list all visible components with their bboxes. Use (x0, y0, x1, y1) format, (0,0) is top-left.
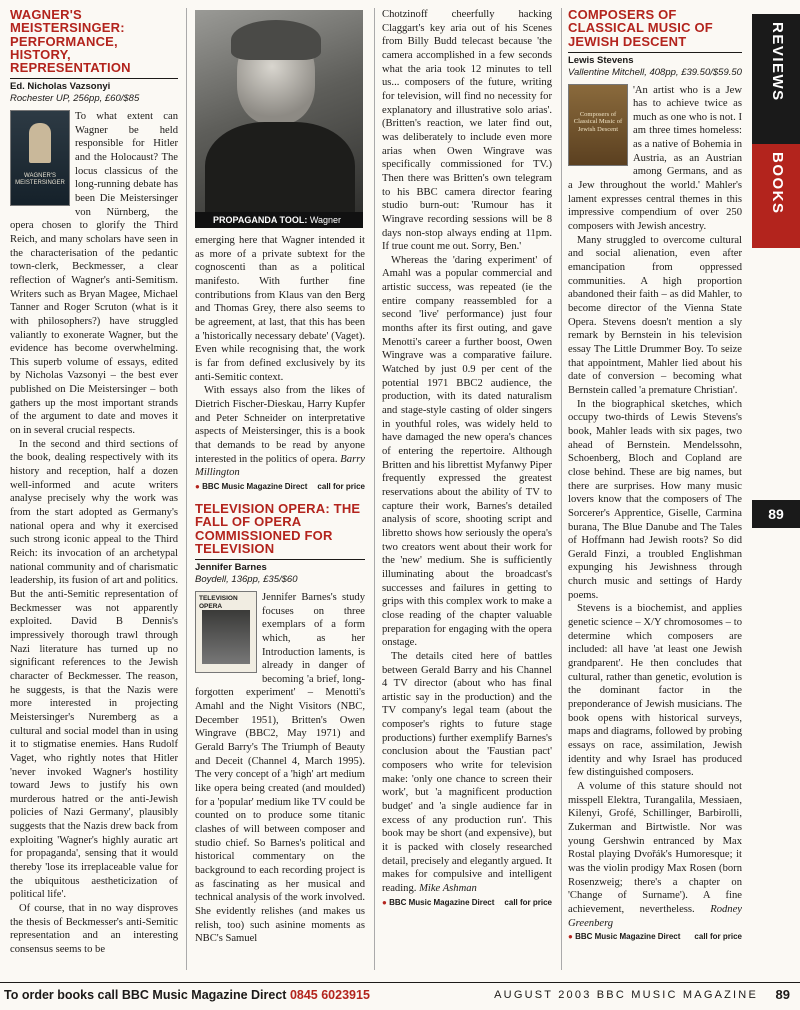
wagner-photo (195, 10, 363, 228)
review-paragraph: To what extent can Wagner be held responsible for Hitler and the Holocaust? The locus classicus of the long-running debate has been Die Meistersinger von Nürnberg, the opera chosen to glorify the Third Reich, and many scholars have seen in the characterisation of the pedantic town-clerk, Beckmesser, a clear reflection of Wagner's anti-Semitism. Writers such as Bryan Magee, Michael Tanner and Roger Scruton (what is it with philosophers?) have struggled valiantly to exonerate Wagner, but the evidence has become overwhelming. This superb volume of essays, edited by Nicholas Vazsonyi – the best ever published on Die Meistersinger – both gathers up the most important strands of the argument to date and moves it on in several crucial respects. (10, 111, 178, 437)
review-publisher: Boydell, 136pp, £35/$60 (195, 574, 298, 585)
caption-label: PROPAGANDA TOOL: (213, 215, 308, 225)
review-paragraph: With essays also from the likes of Dietrich Fischer-Dieskau, Harry Kupfer and Peter Schneider on interpretative aspects of Meistersinger, this is a book that demands to be read by anyone interested in the politics of opera. Barry Millington (195, 385, 366, 479)
tab-label-reviews: REVIEWS (769, 22, 786, 102)
middle-column (195, 10, 365, 946)
review-paragraph: Chotzinoff cheerfully hacking Claggart's key aria out of his Scenes from Billy Budd telecast because 'the camera accomplished in a few seconds what the aria took 12 minutes to tell us... composers of the future, writing for television, will find no necessity for explanatory and illustrative solo arias'. (Britten's reaction, we later find out, was deliberately to include even more arias when Owen Wingrave was specifically commissioned for TV.) Then there was Britten's own telegram to his BBC camera director fearing studio burn-out: 'Rumour has it Wingrave recording sessions will be 8 days non-stop always ending at 11pm. If true count me out. Sorry, Ben.' (382, 9, 552, 253)
page-footer (0, 982, 800, 1005)
page-badge (752, 500, 800, 528)
issue-line: AUGUST 2003 BBC MUSIC MAGAZINE (494, 989, 758, 1001)
review-paragraph: Many struggled to overcome cultural and social alienation, even after emancipation from oppressed communities. A high proportion abandoned their faith – as did Mahler, to become director of the Vienna State Opera. Stevens doesn't mention a sly remark by Bernstein in his television essay The Little Drummer Boy. To seize that appointment, Mahler lied about his date of conversion – becoming what Bernstein called 'a premature Christian'. (568, 234, 742, 396)
price-note: call for price (504, 897, 552, 907)
review-paragraph: Whereas the 'daring experiment' of Amahl was a popular commercial and artistic success, was repeated (ie the entire company reassembled for a second 'live' performance) just four months after its first outing, and gave Menotti's career a further boost, Owen Wingrave was a comparative failure. Watched by just 0.9 per cent of the potential 1971 BBC2 audience, the production, with its dated naturalism and stage-style casting of older singers in youthful roles, was widely held to have damaged the new opera's chances of entering the repertoire. Although Britten and his librettist Myfanwy Piper frequently expressed the greatest reservations about the ability of TV to capture their work, Barnes's detailed analysis of score, shooting script and libretto shows how seriously the opera's two creators went about their work for the 'new' medium. She is sufficiently illuminating about the broadcast's successes and failures in getting to grips with this complex work to make a close reading of the chapter valuable preparation for engaging with the opera onstage. (382, 254, 552, 649)
column-divider (374, 8, 375, 970)
page-badge-number: 89 (768, 506, 784, 522)
column-divider (561, 8, 562, 970)
section-tab-books (752, 144, 800, 248)
bbc-direct-label: ● BBC Music Magazine Direct (568, 932, 681, 942)
book-cover-meistersinger (10, 110, 70, 206)
bbc-direct-line (568, 932, 742, 942)
price-note: call for price (694, 932, 742, 942)
bbc-direct-line (382, 898, 552, 908)
review-meta (195, 559, 365, 586)
review-paragraph: 'An artist who is a Jew has to achieve twice as much as one who is not. I am three times homeless: as a native of Bohemia in Austria, as an Austrian among Germans, and as a Jew throughout the world.' Mahler's lament expresses central themes in this impressive compendium of over 250 composers with Jewish ancestry. (568, 84, 742, 233)
bbc-direct-label: ● BBC Music Magazine Direct (382, 897, 495, 907)
review-paragraph: A volume of this stature should not misspell Elektra, Turangalila, Messiaen, Kilenyi, Grofé, Schillinger, Barbirolli, Zukerman and Birtwistle. Nor was young Gershwin entranced by Max Rostal playing Dvořák's Humoresque; it was the violin prodigy Max Rosen (born Rosenzweig; there's a chapter on 'Change of Surname'). A fine achievement, nevertheless. Rodney Greenberg (568, 780, 742, 929)
page-number: 89 (775, 987, 790, 1002)
price-note: call for price (317, 481, 365, 491)
book-cover-television-opera (195, 591, 257, 673)
review-editor: Ed. Nicholas Vazsonyi (10, 81, 111, 93)
bbc-direct-line (195, 482, 365, 492)
review-author: Jennifer Barnes (195, 562, 267, 574)
tab-label-books: BOOKS (769, 152, 786, 215)
review-title: WAGNER'S MEISTERSINGER: PERFORMANCE, HISTORY, REPRESENTATION (10, 7, 131, 75)
book-cover-composers (568, 84, 628, 166)
review-byline: Rodney Greenberg (568, 903, 742, 929)
section-tab-reviews (752, 14, 800, 144)
book-cover-title: Composers of Classical Music of Jewish Descent (573, 110, 623, 134)
review-meta (568, 52, 742, 79)
review-paragraph: Jennifer Barnes's study focuses on three exemplars of a form which, as her Introduction laments, is already in danger of becoming 'a brief, long-forgotten experiment' – Menotti's Amahl and the Night Visitors (NBC, December 1951), Britten's Owen Wingrave (BBC2, May 1971) and Gerald Barry's The Triumph of Beauty and Deceit (Channel 4, March 1995). The very concept of a 'high' art medium like opera being created (and moulded) for a 'popular' medium like TV could be counted on to produce some titanic clashes of will between composer and studio chief. So Barnes's political and historical commentary on the background to each recording project is as fascinating as her musical and technical analysis of the work involved. She evidently relishes (and makes us relish, too) such asinine moments as NBC's Samuel (195, 591, 365, 945)
order-line: To order books call BBC Music Magazine Direct 0845 6023915 (4, 988, 370, 1002)
review-paragraph: Stevens is a biochemist, and applies genetic science – X/Y chromosomes – to determine which composers are included: all have 'at least one Jewish grandparent'. He then concludes that cultural, rather than genetic, evolution is the dominant factor in the preponderance of Jewish musicians. The book opens with historical surveys, maps and diagrams, followed by probing essays on race, assimilation, Jewish identity and why Israel has produced few distinguished composers. (568, 603, 742, 779)
review-publisher: Vallentine Mitchell, 408pp, £39.50/$59.50 (568, 66, 742, 78)
review-paragraph: In the biographical sketches, which occupy two-thirds of Lewis Stevens's book, Mahler leads with six pages, two ahead of Bernstein. Mendelssohn, Schoenberg, Bloch and Copland are close behind. These are big names, but there are surprises. How many music lovers know that the composers of The Sorcerer's Apprentice, Giselle, Carmina burana, The Blue Danube and The Tales of Hoffmann had Jewish roots? So did Gerald Finzi, a troubled Englishman expunging his Jewishness through church music and settings of Hardy poems. (568, 398, 742, 601)
order-phone: 0845 6023915 (289, 988, 370, 1002)
review-byline: Mike Ashman (419, 883, 477, 894)
review-composers-column (568, 8, 742, 943)
review-paragraph: The details cited here of battles between Gerald Barry and his Channel 4 TV director (about who has final artistic say in the production) and the TV company's legal team (about the composer's rights to future stage productions) further exemplify Barnes's conclusion about the 'Faustian pact' composers who write for television make: 'only one chance to screen their work', but 'a magnificent production budget' and 'a single audience far in excess of any production run'. This book may be short (and expensive), but it is packed with closely researched detail, precisely and elegantly argued. It makes for compulsive and intelligent reading. Mike Ashman (382, 650, 552, 894)
caption-name: Wagner (309, 215, 342, 225)
review-title: COMPOSERS OF CLASSICAL MUSIC OF JEWISH DESCENT (568, 7, 713, 49)
review-paragraph: Of course, that in no way disproves the thesis of Beckmesser's anti-Semitic representation and an interesting consensus seems to be (10, 903, 178, 956)
review-author: Lewis Stevens (568, 54, 634, 66)
review-publisher: Rochester UP, 256pp, £60/$85 (10, 93, 140, 105)
bbc-direct-label: ● BBC Music Magazine Direct (195, 481, 308, 491)
review-byline: Barry Millington (195, 453, 366, 479)
review-meta (10, 78, 178, 105)
book-cover-title: TELEVISION OPERA (199, 594, 238, 611)
book-cover-title: WAGNER'S MEISTERSINGER (15, 173, 65, 186)
portrait-hair (231, 20, 321, 60)
review-paragraph: emerging here that Wagner intended it as more of a private subtext for the cognoscenti than as a political manifesto. With further fine contributions from Klaus van den Berg and Thomas Grey, there also seems to be agreement, at last, that this has been a 'historically necessary debate' (Vaget). Even while recognising that, the work is far from defined exclusively by its anti-Semitic context. (195, 235, 365, 383)
review-television-column (382, 8, 552, 908)
review-wagner-column (10, 8, 178, 957)
column-divider (186, 8, 187, 970)
photo-caption (195, 212, 363, 228)
review-paragraph: In the second and third sections of the book, dealing respectively with its history and reception, half a dozen well-informed and acute writers analyse precisely why the work was from the start adopted as Germany's national opera and why it exercised such strong iconic appeal to the Third Reich: its invocation of an archetypal national community and of charismatic leadership, its fusion of art and politics. But the anti-Semitic representation of Beckmesser was not apparently exploited. David B Dennis's impressively thorough trawl through Nazi literature has turned up no significant references to the Jewish character of Beckmesser. The reason, he suggests, is that the Nazis were more interested in projecting Meistersinger's Nuremberg as a cultural and social model than in using it to stigmatise enemies. Hans Rudolf Vaget, who rightly notes that Hitler 'never invoked Wagner's hostility toward Jews to justify his own murderous hatred or the anti-Jewish policies of Nazi Germany', plausibly suggests that the Nazis drew back from exploiting 'Wagner's highly auratic art for propaganda', sensing that it would thereby 'lose its irreplaceable value for the ubiquitous aestheticization of political life'. (10, 438, 178, 901)
review-title: TELEVISION OPERA: THE FALL OF OPERA COMMISSIONED FOR TELEVISION (195, 501, 361, 556)
